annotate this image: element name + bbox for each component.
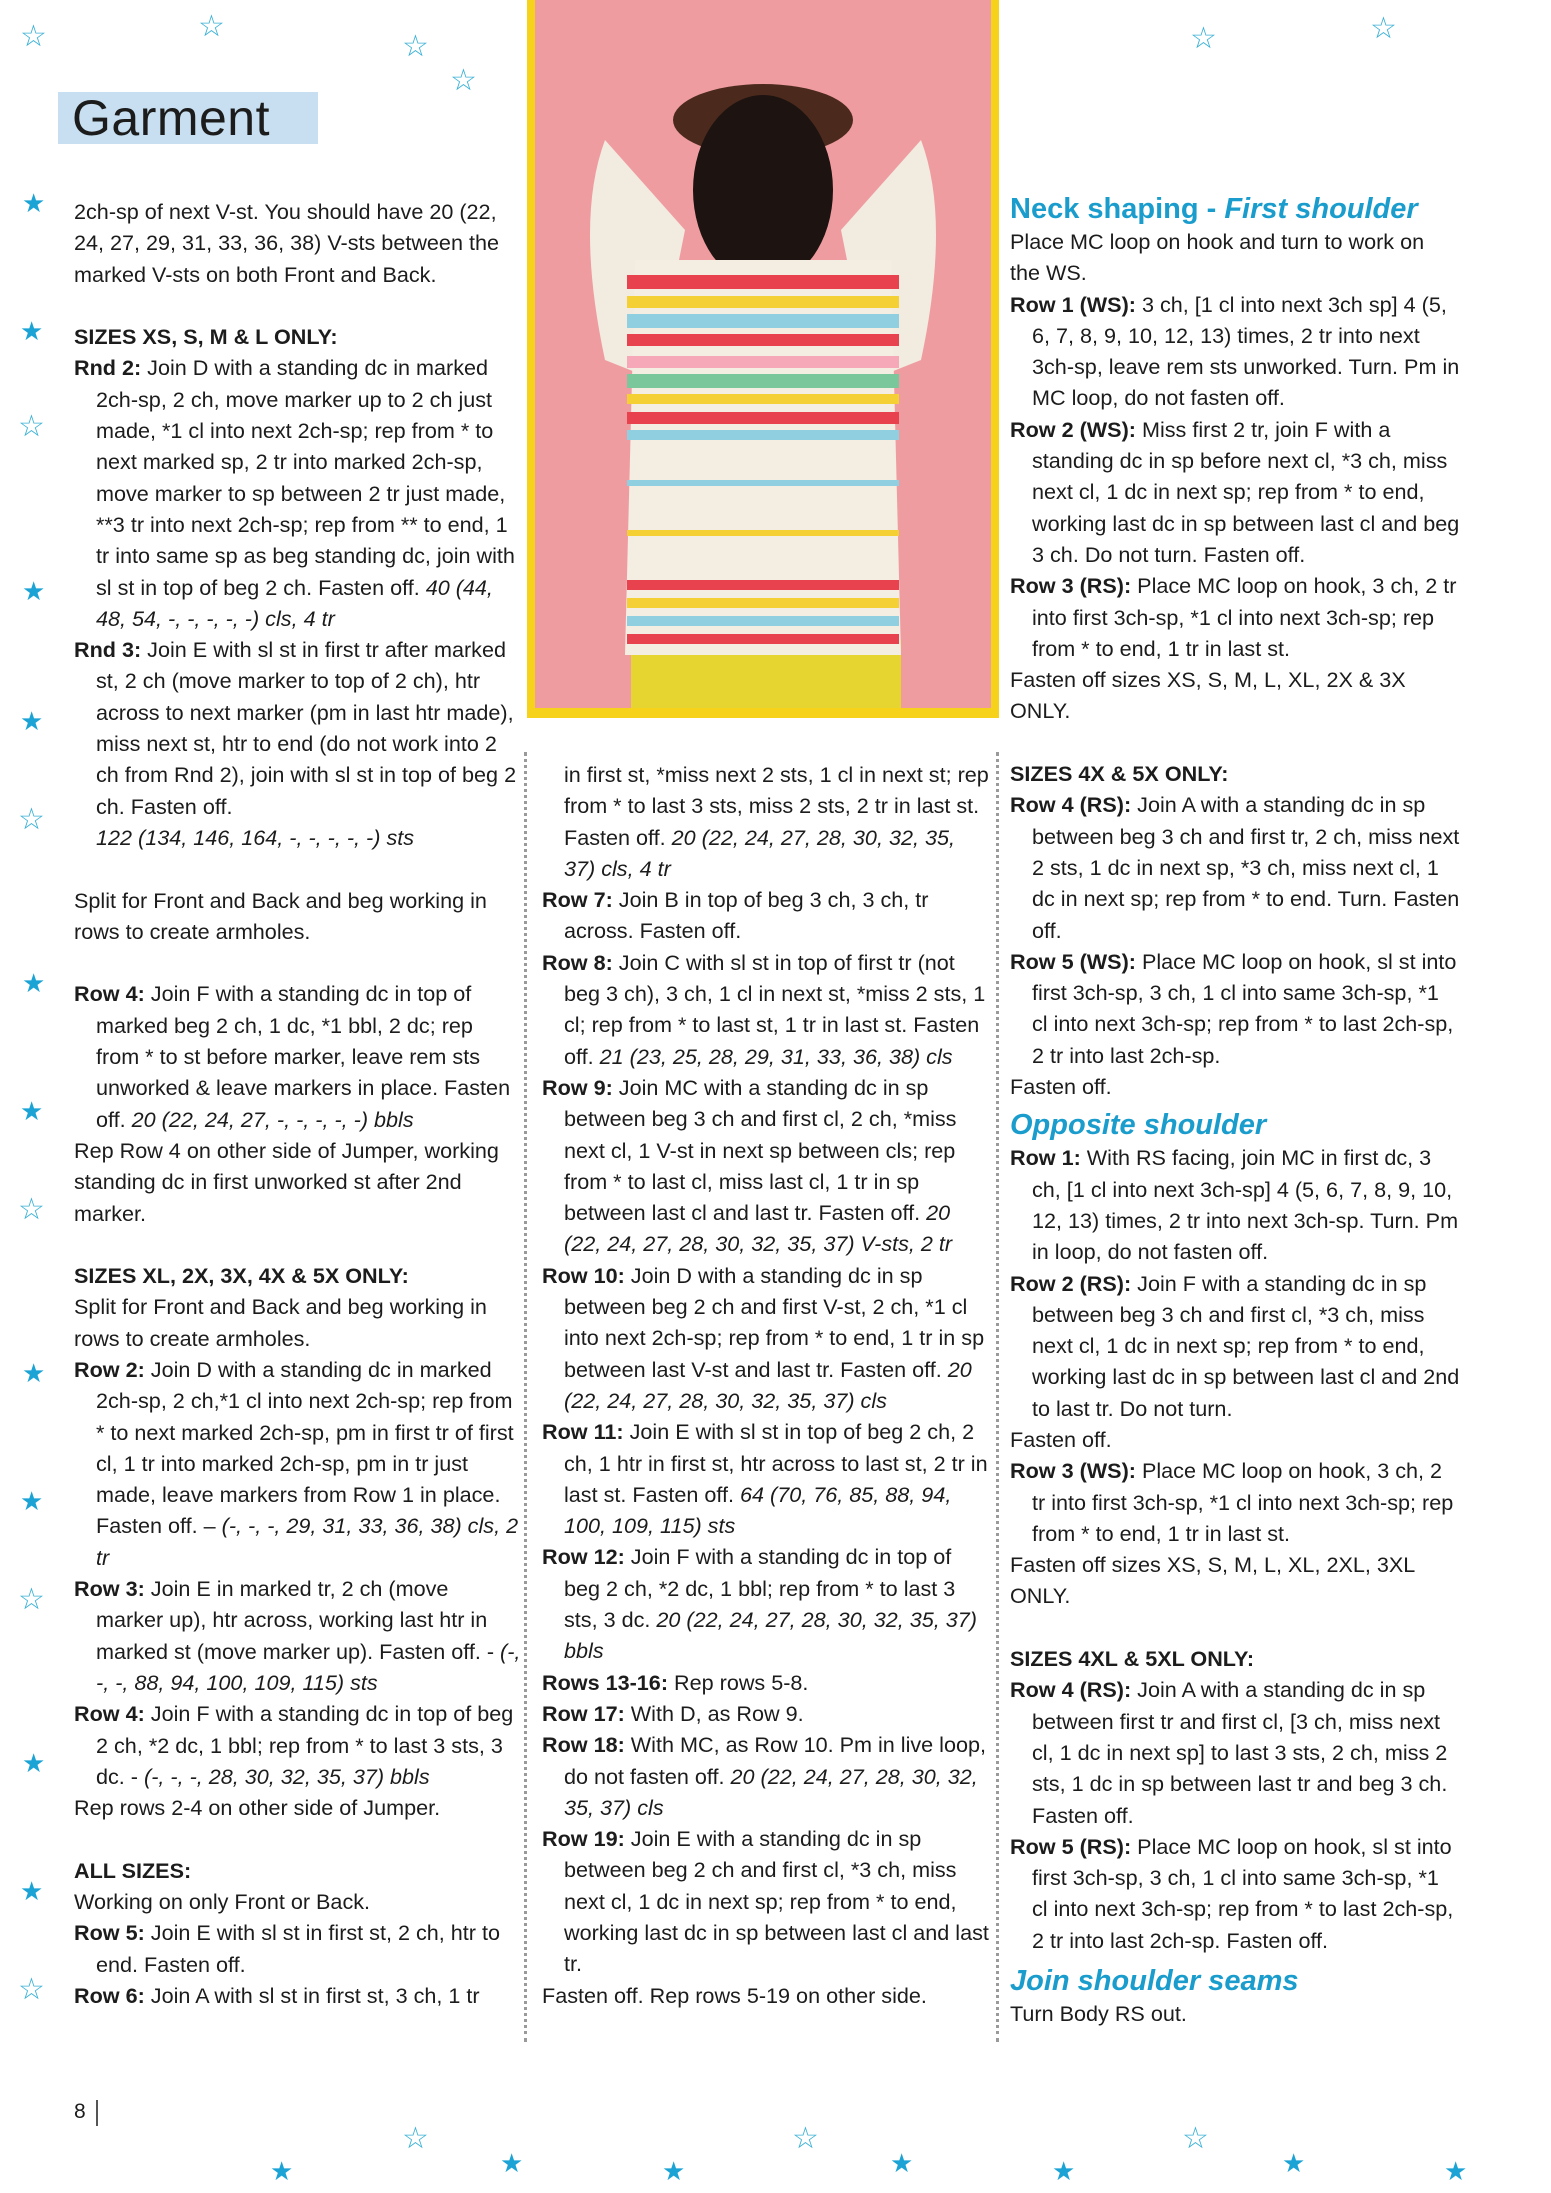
instruction-row: Row 4: Join F with a standing dc in top of beg 2 ch, *2 dc, 1 bbl; rep from * to last 3 sts, 3 dc. - (-, -, -, 28, 30, 32, 35, 37) bbls — [74, 1701, 514, 1789]
star-icon: ★ — [22, 1358, 46, 1388]
star-icon: ☆ — [1190, 22, 1217, 55]
instruction-row: Row 3: Join E in marked tr, 2 ch (move marker up), htr across, working last htr in marked st (move marker up). Fasten off. - (-, -, -, 88, 94, 100, 109, 115) sts — [74, 1576, 521, 1695]
star-icon: ☆ — [18, 803, 45, 836]
star-icon: ★ — [1282, 2148, 1306, 2178]
instruction-row: Row 8: Join C with sl st in top of first tr (not beg 3 ch), 3 ch, 1 cl in next st, *miss 2 sts, 1 cl; rep from * to last st, 1 tr in last st. Fasten off. 21 (23, 25, 28, 29, 31, 33, 36, 38) cls — [542, 949, 986, 1069]
instruction-row: Row 4: Join F with a standing dc in top of marked beg 2 ch, 1 dc, *1 bbl, 2 dc; rep from * to st before marker, leave rem sts unworked & leave markers in place. Fasten off. 20 (22, 24, 27, -, -, -, -, -) bbls — [74, 981, 511, 1132]
paragraph: Fasten off. Rep rows 5-19 on other side. — [542, 1982, 927, 2008]
page-number: 8 — [74, 2100, 86, 2123]
size-heading: SIZES XL, 2X, 3X, 4X & 5X ONLY: — [74, 1263, 409, 1289]
section-title: Garment — [72, 90, 271, 146]
paragraph: Place MC loop on hook and turn to work on the WS. — [1010, 229, 1425, 286]
star-icon: ★ — [20, 1876, 44, 1906]
instruction-row: Row 2 (WS): Miss first 2 tr, join F with a standing dc in sp before next cl, *3 ch, miss next cl, 1 dc in next sp; rep from * to end, working last dc in sp between last cl and beg 3 ch. Do not turn. Fasten off. — [1010, 416, 1460, 567]
jumper-photo-illustration — [535, 0, 991, 708]
star-icon: ☆ — [792, 2122, 819, 2155]
page-number-divider — [96, 2100, 98, 2126]
instruction-row: Row 10: Join D with a standing dc in sp between beg 2 ch and first V-st, 2 ch, *1 cl into next 2ch-sp; rep from * to end, 1 tr in sp between last V-st and last tr. Fasten off. 20 (22, 24, 27, 28, 30, 32, 35, 37) cls — [542, 1262, 985, 1413]
star-icon: ☆ — [18, 1193, 45, 1226]
star-icon: ☆ — [402, 30, 429, 63]
instruction-row: Row 6: Join A with sl st in first st, 3 ch, 1 tr — [74, 1982, 480, 2008]
sub-heading: Neck shaping - First shoulder — [1010, 193, 1418, 225]
star-icon: ☆ — [18, 1973, 45, 2006]
star-icon: ☆ — [1370, 12, 1397, 45]
column-divider — [524, 752, 527, 2042]
star-icon: ☆ — [18, 1583, 45, 1616]
size-heading: SIZES 4X & 5X ONLY: — [1010, 761, 1229, 787]
star-icon: ★ — [22, 968, 46, 998]
size-heading: SIZES 4XL & 5XL ONLY: — [1010, 1646, 1255, 1672]
star-icon: ★ — [20, 706, 44, 736]
paragraph: Fasten off. — [1010, 1074, 1112, 1100]
star-icon: ☆ — [198, 10, 225, 43]
star-icon: ☆ — [18, 410, 45, 443]
size-heading: SIZES XS, S, M & L ONLY: — [74, 324, 338, 350]
instruction-row: Row 3 (RS): Place MC loop on hook, 3 ch, 2 tr into first 3ch-sp, *1 cl into next 3ch-sp; rep from * to end, 1 tr in last st. — [1010, 573, 1457, 661]
section-title-box — [58, 92, 318, 144]
instruction-row: Row 3 (WS): Place MC loop on hook, 3 ch, 2 tr into first 3ch-sp, *1 cl into next 3ch-sp; rep from * to end, 1 tr in last st. — [1010, 1458, 1454, 1546]
paragraph: Rep rows 2-4 on other side of Jumper. — [74, 1795, 441, 1821]
sub-heading: Opposite shoulder — [1010, 1109, 1267, 1142]
star-icon: ★ — [662, 2156, 686, 2186]
star-icon: ☆ — [20, 20, 47, 53]
instruction-row: Row 2 (RS): Join F with a standing dc in sp between beg 3 ch and first cl, *3 ch, miss next cl, 1 dc in next sp; rep from * to end, working last dc in sp between last cl and 2nd to last tr. Do not turn. — [1010, 1270, 1460, 1421]
instruction-row: Row 9: Join MC with a standing dc in sp between beg 3 ch and first cl, 2 ch, *miss next cl, 1 V-st in next sp between cls; rep from * to last cl, miss last cl, 1 tr in sp between last cl and last tr. Fasten off. 20 (22, 24, 27, 28, 30, 32, 35, 37) V-sts, 2 tr — [542, 1074, 957, 1257]
star-icon: ★ — [500, 2148, 524, 2178]
sub-heading: Join shoulder seams — [1010, 1965, 1299, 1998]
instruction-row: Rnd 3: Join E with sl st in first tr after marked st, 2 ch (move marker to top of 2 ch), htr across to next marker (pm in last htr made), miss next st, htr to end (do not work into 2 ch from Rnd 2), join with sl st in top of beg 2 ch. Fasten off. 122 (134, 146, 164, -, -, -, -, -) sts — [74, 637, 517, 850]
star-icon: ☆ — [450, 64, 477, 97]
star-icon: ★ — [20, 1486, 44, 1516]
paragraph: Rep Row 4 on other side of Jumper, working standing dc in first unworked st after 2nd marker. — [74, 1137, 499, 1226]
paragraph: Split for Front and Back and beg working in rows to create armholes. — [74, 1294, 487, 1351]
instruction-row: Row 5: Join E with sl st in first st, 2 ch, htr to end. Fasten off. — [74, 1920, 500, 1977]
paragraph: Fasten off. — [1010, 1426, 1112, 1452]
instruction-row: Row 12: Join F with a standing dc in top of beg 2 ch, *2 dc, 1 bbl; rep from * to last 3 sts, 3 dc. 20 (22, 24, 27, 28, 30, 32, 35, 37) bbls — [542, 1544, 977, 1664]
star-icon: ★ — [20, 316, 44, 346]
star-icon: ★ — [1052, 2156, 1076, 2186]
instruction-row: Row 4 (RS): Join A with a standing dc in sp between beg 3 ch and first tr, 2 ch, miss next 2 sts, 1 dc in next sp, *3 ch, miss next cl, 1 dc in next sp; rep from * to end. Turn. Fasten off. — [1010, 792, 1460, 943]
instruction-row: Row 4 (RS): Join A with a standing dc in sp between first tr and first cl, [3 ch, miss next cl, 1 dc in next sp] to last 3 sts, 2 ch, miss 2 sts, 1 dc in sp between last tr and beg 3 ch. Fasten off. — [1010, 1677, 1448, 1828]
star-icon: ★ — [20, 1096, 44, 1126]
instruction-row: Row 17: With D, as Row 9. — [542, 1700, 804, 1726]
instruction-row: Row 18: With MC, as Row 10. Pm in live loop, do not fasten off. 20 (22, 24, 27, 28, 30, 32, 35, 37) cls — [542, 1732, 987, 1820]
column-1 — [74, 196, 521, 2011]
paragraph: Split for Front and Back and beg working in rows to create armholes. — [74, 887, 487, 944]
column-3 — [1010, 192, 1460, 2029]
column-divider — [996, 752, 999, 2042]
paragraph: Fasten off sizes XS, S, M, L, XL, 2X & 3X ONLY. — [1010, 667, 1406, 724]
star-icon: ☆ — [1182, 2122, 1209, 2155]
instruction-row: Rnd 2: Join D with a standing dc in marked 2ch-sp, 2 ch, move marker up to 2 ch just made, *1 cl into next 2ch-sp; rep from * to next marked sp, 2 tr into marked 2ch-sp, move marker to sp between 2 tr just made, **3 tr into next 2ch-sp; rep from ** to end, 1 tr into same sp as beg standing dc, join with sl st in top of beg 2 ch. Fasten off. 40 (44, 48, 54, -, -, -, -, -) cls, 4 tr — [74, 355, 515, 631]
garment-photo — [527, 0, 999, 718]
instruction-row: Row 7: Join B in top of beg 3 ch, 3 ch, tr across. Fasten off. — [542, 887, 929, 944]
instruction-row: Row 1 (WS): 3 ch, [1 cl into next 3ch sp] 4 (5, 6, 7, 8, 9, 10, 12, 13) times, 2 tr into next 3ch-sp, leave rem sts unworked. Turn. Pm in MC loop, do not fasten off. — [1010, 291, 1460, 411]
star-icon: ★ — [270, 2156, 294, 2186]
star-icon: ★ — [22, 1748, 46, 1778]
instruction-row: in first st, *miss next 2 sts, 1 cl in next st; rep from * to last 3 sts, miss 2 sts, 2 tr in last st. Fasten off. 20 (22, 24, 27, 28, 30, 32, 35, 37) cls, 4 tr — [564, 762, 989, 881]
star-icon: ★ — [890, 2148, 914, 2178]
instruction-row: Row 5 (RS): Place MC loop on hook, sl st into first 3ch-sp, 3 ch, 1 cl into same 3ch-sp, *1 cl into next 3ch-sp; rep from * to last 2ch-sp, 2 tr into last 2ch-sp. Fasten off. — [1010, 1833, 1454, 1953]
instruction-row: Rows 13-16: Rep rows 5-8. — [542, 1669, 809, 1695]
instruction-row: Row 2: Join D with a standing dc in marked 2ch-sp, 2 ch,*1 cl into next 2ch-sp; rep from * to next marked 2ch-sp, pm in first tr of first cl, 1 tr into marked 2ch-sp, pm in tr just made, leave markers from Row 1 in place. Fasten off. – (-, -, -, 29, 31, 33, 36, 38) cls, 2 tr — [74, 1356, 519, 1570]
paragraph: Working on only Front or Back. — [74, 1889, 371, 1915]
paragraph: 2ch-sp of next V-st. You should have 20 (22, 24, 27, 29, 31, 33, 36, 38) V-sts between the marked V-sts on both Front and Back. — [74, 199, 499, 287]
paragraph: Fasten off sizes XS, S, M, L, XL, 2XL, 3XL ONLY. — [1010, 1552, 1415, 1609]
instruction-row: Row 19: Join E with a standing dc in sp between beg 2 ch and first cl, *3 ch, miss next cl, 1 dc in next sp; rep from * to end, working last dc in sp between last cl and last tr. — [542, 1826, 989, 1977]
size-heading: ALL SIZES: — [74, 1857, 192, 1883]
column-2 — [542, 759, 992, 2011]
star-icon: ★ — [1444, 2156, 1468, 2186]
instruction-row: Row 1: With RS facing, join MC in first dc, 3 ch, [1 cl into next 3ch-sp] 4 (5, 6, 7, 8, 9, 10, 12, 13) times, 2 tr into next 3ch-sp. Turn. Pm in loop, do not fasten off. — [1010, 1145, 1459, 1265]
star-icon: ☆ — [402, 2122, 429, 2155]
star-icon: ★ — [22, 188, 46, 218]
star-icon: ★ — [22, 576, 46, 606]
paragraph: Turn Body RS out. — [1010, 2001, 1187, 2027]
instruction-row: Row 11: Join E with sl st in top of beg 2 ch, 2 ch, 1 htr in first st, htr across to last st, 2 tr in last st. Fasten off. 64 (70, 76, 85, 88, 94, 100, 109, 115) sts — [542, 1419, 988, 1539]
instruction-row: Row 5 (WS): Place MC loop on hook, sl st into first 3ch-sp, 3 ch, 1 cl into same 3ch-sp, *1 cl into next 3ch-sp; rep from * to last 2ch-sp, 2 tr into last 2ch-sp. — [1010, 948, 1457, 1068]
